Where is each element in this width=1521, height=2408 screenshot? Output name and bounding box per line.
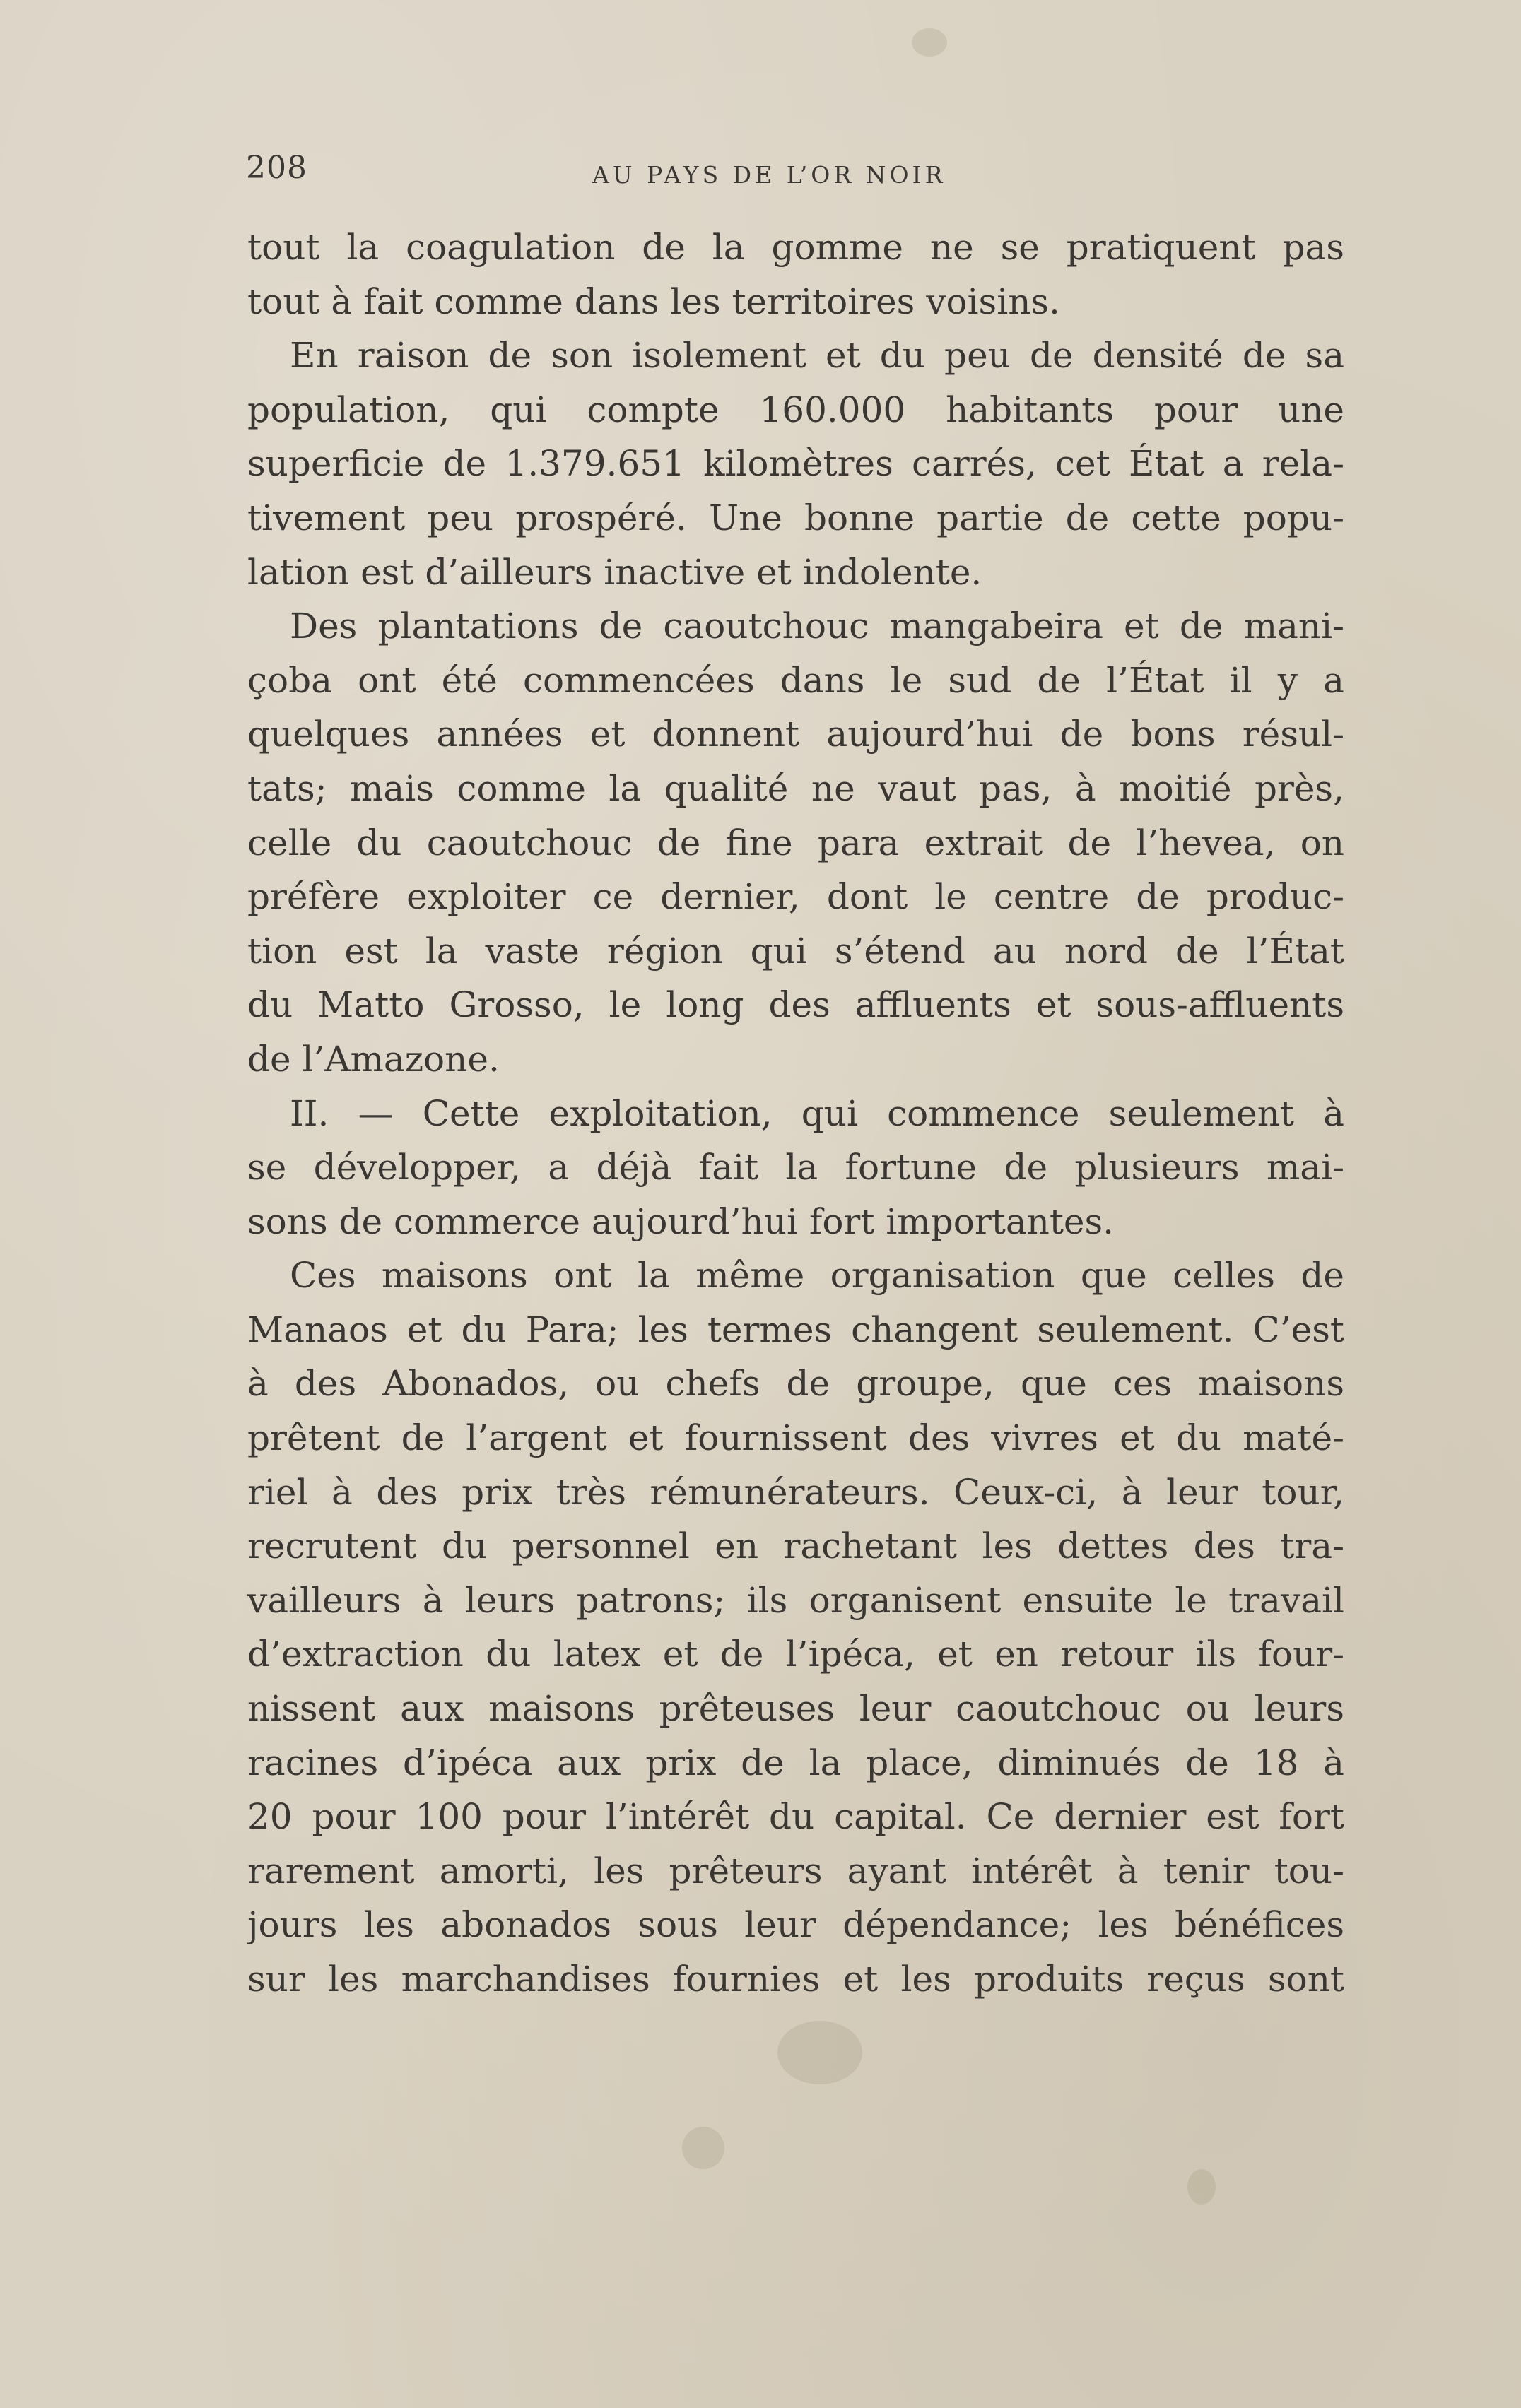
text-line: prêtent de l’argent et fournissent des vivres et du maté- [247, 1417, 1344, 1459]
page-header [246, 150, 1343, 199]
paper-stain [777, 2021, 862, 2084]
text-line: tout à fait comme dans les territoires voisins. [247, 281, 1060, 322]
text-line: riel à des prix très rémunérateurs. Ceux-ci, à leur tour, [247, 1471, 1344, 1513]
text-line: tout la coagulation de la gomme ne se pratiquent pas [247, 227, 1344, 268]
text-line: de l’Amazone. [247, 1038, 500, 1080]
page-number: 208 [246, 150, 307, 186]
text-line: Des plantations de caoutchouc mangabeira et de mani- [290, 606, 1344, 647]
text-line: population, qui compte 160.000 habitants pour une [247, 389, 1344, 430]
text-line: tion est la vaste région qui s’étend au nord de l’État [247, 930, 1344, 972]
text-line: jours les abonados sous leur dépendance; les bénéfices [247, 1904, 1344, 1946]
text-line: superficie de 1.379.651 kilomètres carrés, cet État a rela- [247, 443, 1344, 485]
text-line: sur les marchandises fournies et les produits reçus sont [247, 1959, 1344, 2000]
text-line: II. — Cette exploitation, qui commence seulement à [290, 1092, 1344, 1134]
text-line: celle du caoutchouc de fine para extrait de l’hevea, on [247, 822, 1344, 863]
body-text [247, 220, 1344, 2007]
text-line: racines d’ipéca aux prix de la place, diminués de 18 à [247, 1742, 1344, 1783]
text-line: quelques années et donnent aujourd’hui de bons résul- [247, 714, 1344, 755]
text-line: rarement amorti, les prêteurs ayant intérêt à tenir tou- [247, 1850, 1344, 1891]
text-line: d’extraction du latex et de l’ipéca, et en retour ils four- [247, 1634, 1344, 1675]
text-line: 20 pour 100 pour l’intérêt du capital. Ce dernier est fort [247, 1796, 1344, 1838]
text-line: recrutent du personnel en rachetant les dettes des tra- [247, 1525, 1344, 1567]
text-line: lation est d’ailleurs inactive et indolente. [247, 551, 982, 593]
paper-stain [1187, 2169, 1216, 2205]
text-line: Ces maisons ont la même organisation que celles de [290, 1255, 1344, 1297]
running-title: AU PAYS DE L’OR NOIR [592, 161, 946, 189]
text-line: nissent aux maisons prêteuses leur caoutchouc ou leurs [247, 1688, 1344, 1730]
text-line: çoba ont été commencées dans le sud de l’État il y a [247, 659, 1344, 701]
text-line: tivement peu prospéré. Une bonne partie de cette popu- [247, 497, 1344, 538]
text-line: Manaos et du Para; les termes changent seulement. C’est [247, 1309, 1344, 1350]
text-line: préfère exploiter ce dernier, dont le centre de produc- [247, 876, 1344, 918]
text-line: tats; mais comme la qualité ne vaut pas, à moitié près, [247, 767, 1344, 809]
text-line: En raison de son isolement et du peu de densité de sa [290, 335, 1344, 377]
text-line: vailleurs à leurs patrons; ils organisent ensuite le travail [247, 1579, 1344, 1621]
text-line: à des Abonados, ou chefs de groupe, que ces maisons [247, 1363, 1344, 1405]
text-line: du Matto Grosso, le long des affluents et sous-affluents [247, 984, 1344, 1026]
paper-stain [682, 2127, 724, 2169]
text-line: se développer, a déjà fait la fortune de plusieurs mai- [247, 1147, 1344, 1188]
text-line: sons de commerce aujourd’hui fort importantes. [247, 1200, 1115, 1242]
paper-stain [912, 28, 947, 57]
